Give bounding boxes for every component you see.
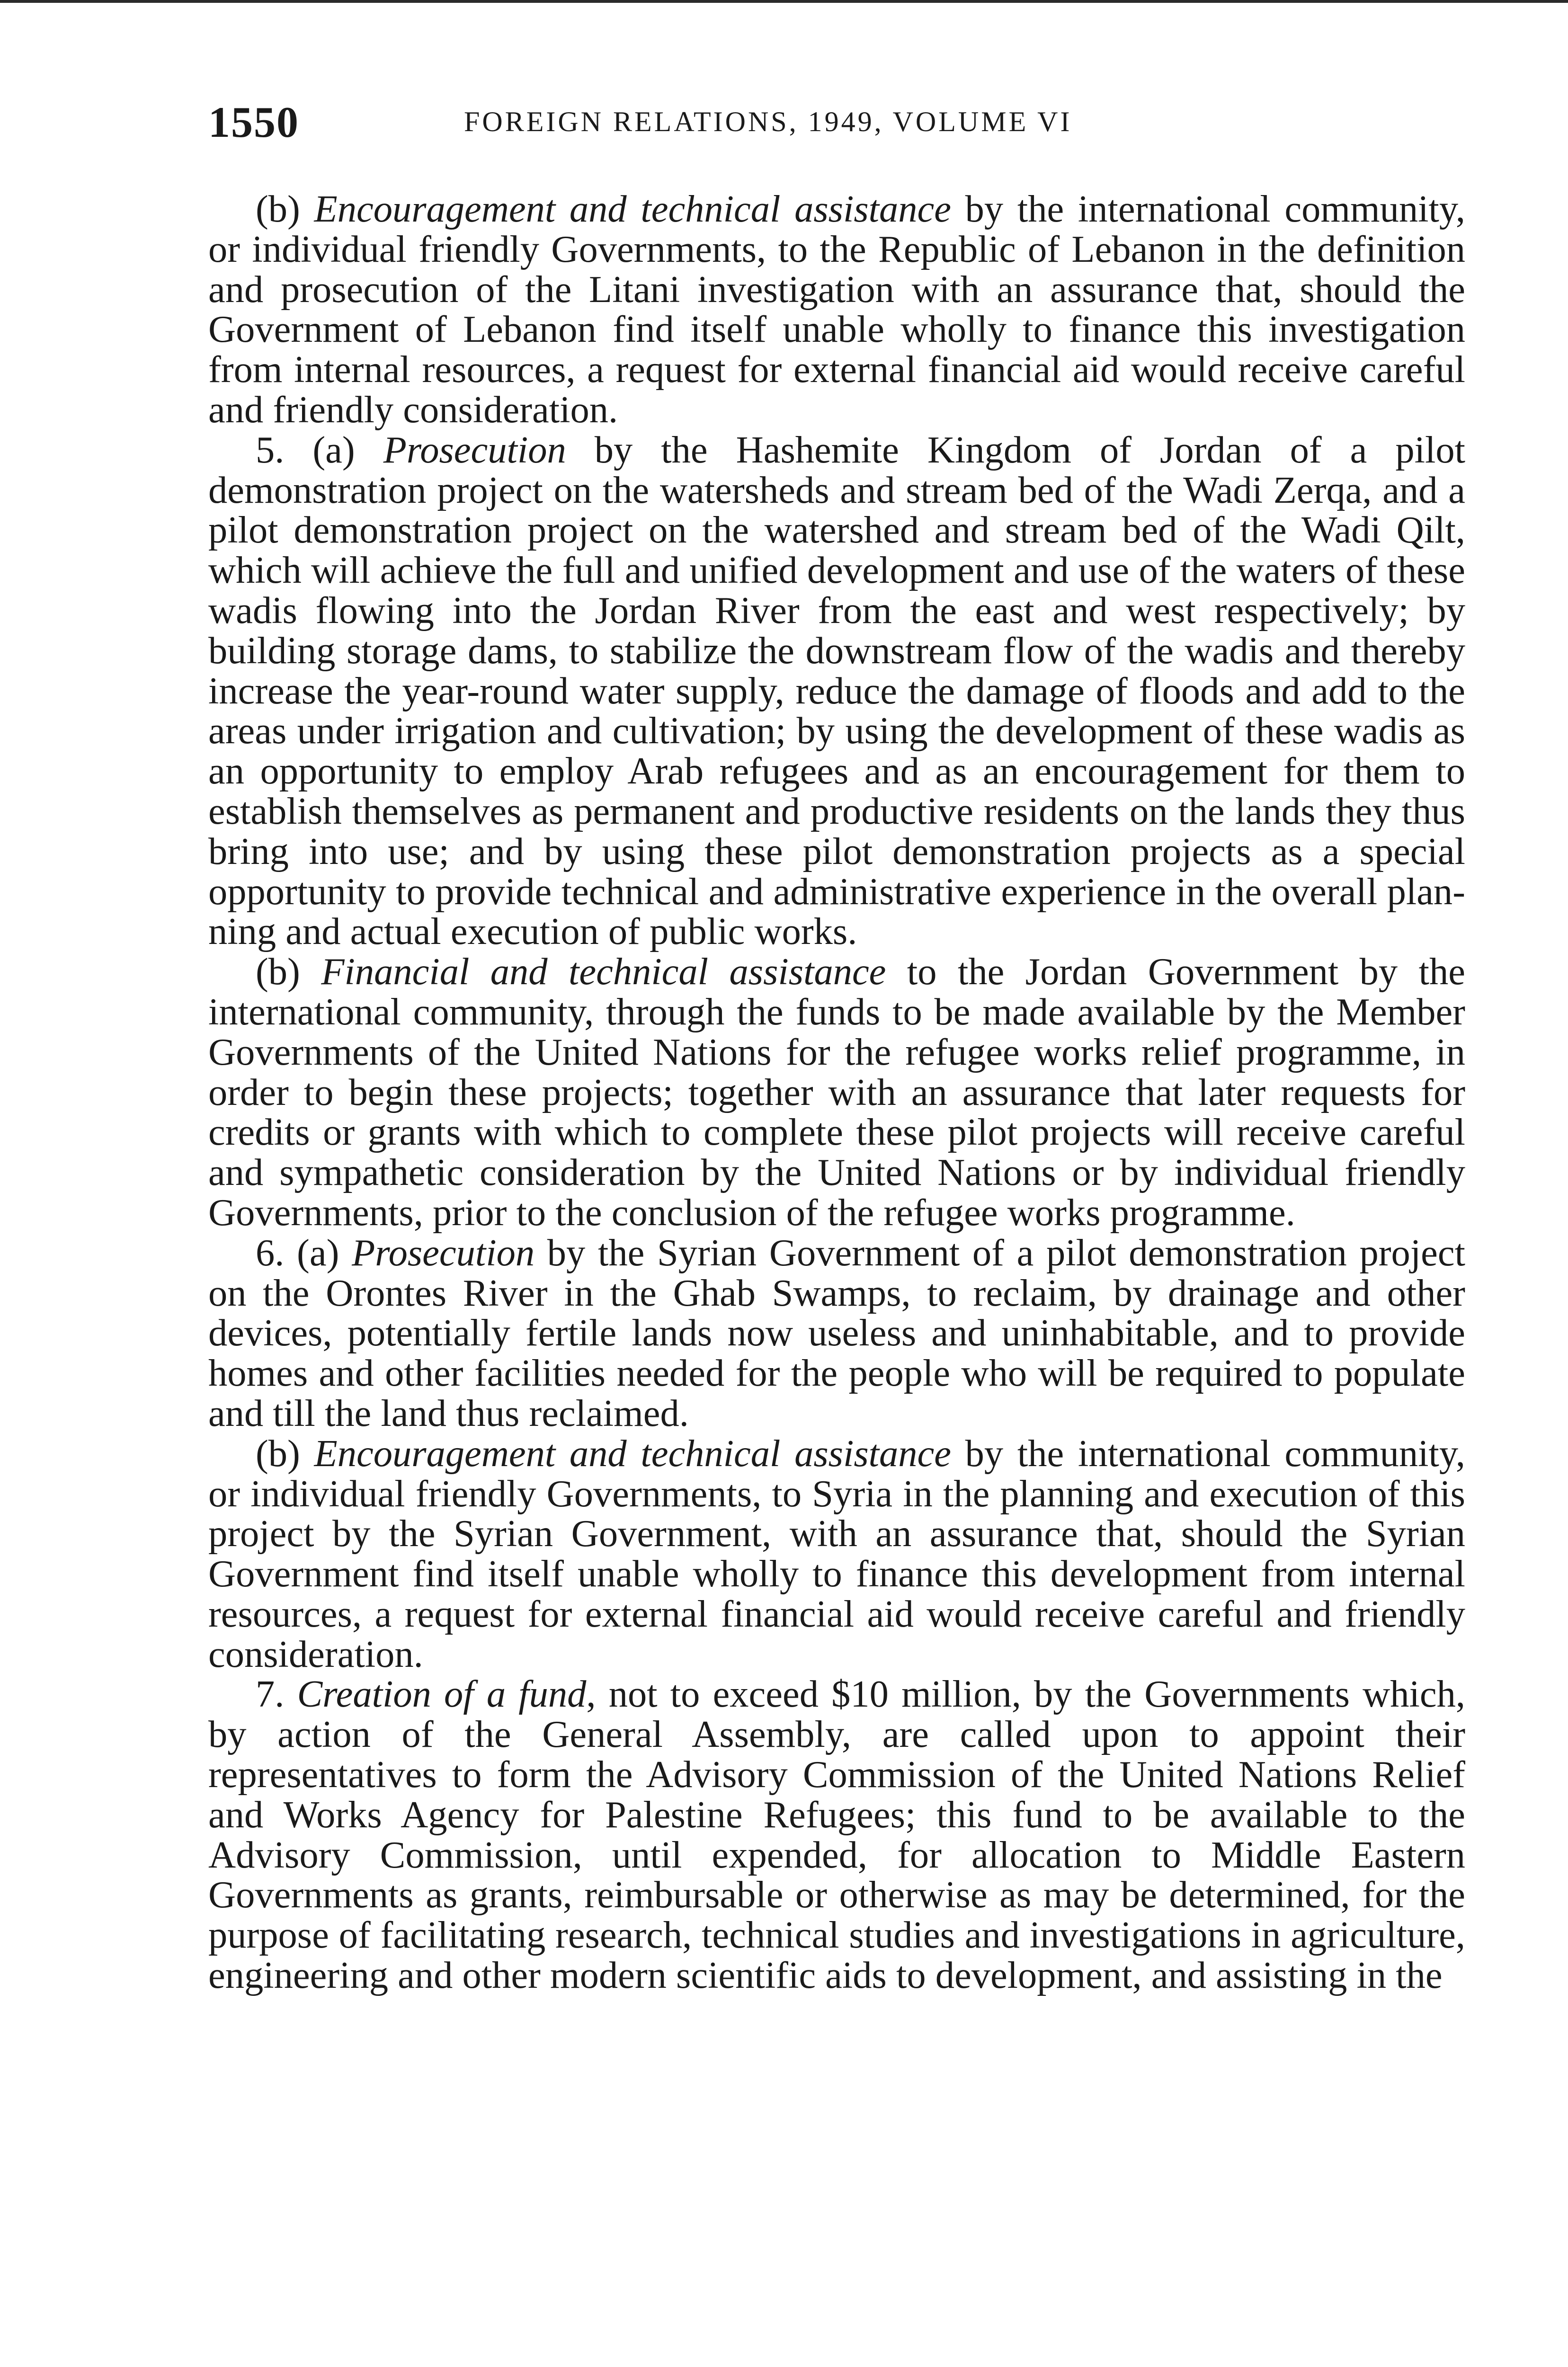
document-body <box>208 189 1465 1996</box>
paragraph-emphasis: Creation of a fund <box>297 1673 587 1716</box>
paragraph-4b <box>208 189 1465 430</box>
paragraph-text: by the international community, or individual friendly Governments, to the Republic of Lebanon in the definition and prosecution of the Litani investigation with an assurance that, should the Government of Lebanon find itself unable wholly to finance this investigation from internal resources, a request for external financial aid would receive careful and friendly consideration. <box>208 188 1465 431</box>
paragraph-label: 6. (a) <box>256 1231 352 1274</box>
paragraph-emphasis: Financial and technical assistance <box>321 951 886 993</box>
paragraph-label: (b) <box>256 951 321 993</box>
page-header <box>208 97 1468 149</box>
page-top-edge-line <box>0 0 1568 3</box>
paragraph-emphasis: Prosecution <box>383 428 566 471</box>
page-number: 1550 <box>208 98 299 146</box>
paragraph-text: to the Jordan Government by the international community, through the funds to be made available by the Member Governments of the United Nations for the refugee works relief programme, in order to begin these projects; together with an assurance that later requests for credits or grants with which to complete these pilot projects will receive careful and sympathetic consideration by the United Nations or by individual friendly Governments, prior to the conclusion of the refugee works programme. <box>208 951 1465 1234</box>
paragraph-label: (b) <box>256 188 314 230</box>
paragraph-5b <box>208 952 1465 1233</box>
paragraph-6b <box>208 1434 1465 1675</box>
paragraph-label: 7. <box>256 1673 297 1716</box>
paragraph-label: 5. (a) <box>256 428 383 471</box>
paragraph-5a <box>208 430 1465 952</box>
paragraph-text: , not to exceed $10 million, by the Governments which, by action of the General Assembly, are called upon to appoint their representatives to form the Advisory Commission of the United Nations Relief and Works Agency for Palestine Refugees; this fund to be available to the Advisory Commission, until expended, for allocation to Middle Eastern Governments as grants, reimbursable or otherwise as may be determined, for the purpose of facilitating research, technical studies and investigations in agriculture, engineering and other modern scientific aids to development, and assisting in the <box>208 1673 1466 1997</box>
paragraph-label: (b) <box>256 1432 314 1475</box>
paragraph-emphasis: Encouragement and technical assistance <box>314 188 951 230</box>
paragraph-7 <box>208 1674 1465 1995</box>
paragraph-text: by the international community, or individual friendly Governments, to Syria in the planning and execution of this project by the Syrian Government, with an assurance that, should the Syrian Government find itself unable wholly to finance this development from internal resources, a request for external financial aid would receive careful and friendly consideration. <box>208 1432 1465 1675</box>
paragraph-emphasis: Prosecution <box>352 1231 535 1274</box>
paragraph-6a <box>208 1233 1465 1434</box>
paragraph-text: by the Hashemite Kingdom of Jordan of a pilot demonstration project on the watersheds and stream bed of the Wadi Zerqa, and a pilot demonstration project on the watershed and stream bed of the Wadi Qilt, which will achieve the full and unified development and use of the waters of these wadis flowing into the Jordan River from the east and west respectively; by building storage dams, to stabilize the downstream flow of the wadis and thereby increase the year-round water supply, reduce the damage of floods and add to the areas under irrigation and cultivation; by using the development of these wadis as an opportunity to employ Arab refugees and as an encouragement for them to establish themselves as permanent and productive residents on the lands they thus bring into use; and by using these pilot demonstration projects as a special opportunity to provide technical and administrative experience in the overall planning and actual execution of public works. <box>208 428 1465 953</box>
paragraph-text: by the Syrian Government of a pilot demonstration project on the Orontes River in the Ghab Swamps, to reclaim, by drainage and other devices, potentially fertile lands now useless and uninhabitable, and to provide homes and other facilities needed for the people who will be required to populate and till the land thus reclaimed. <box>208 1231 1465 1434</box>
paragraph-emphasis: Encouragement and technical assistance <box>314 1432 951 1475</box>
running-title: FOREIGN RELATIONS, 1949, VOLUME VI <box>464 106 1072 137</box>
